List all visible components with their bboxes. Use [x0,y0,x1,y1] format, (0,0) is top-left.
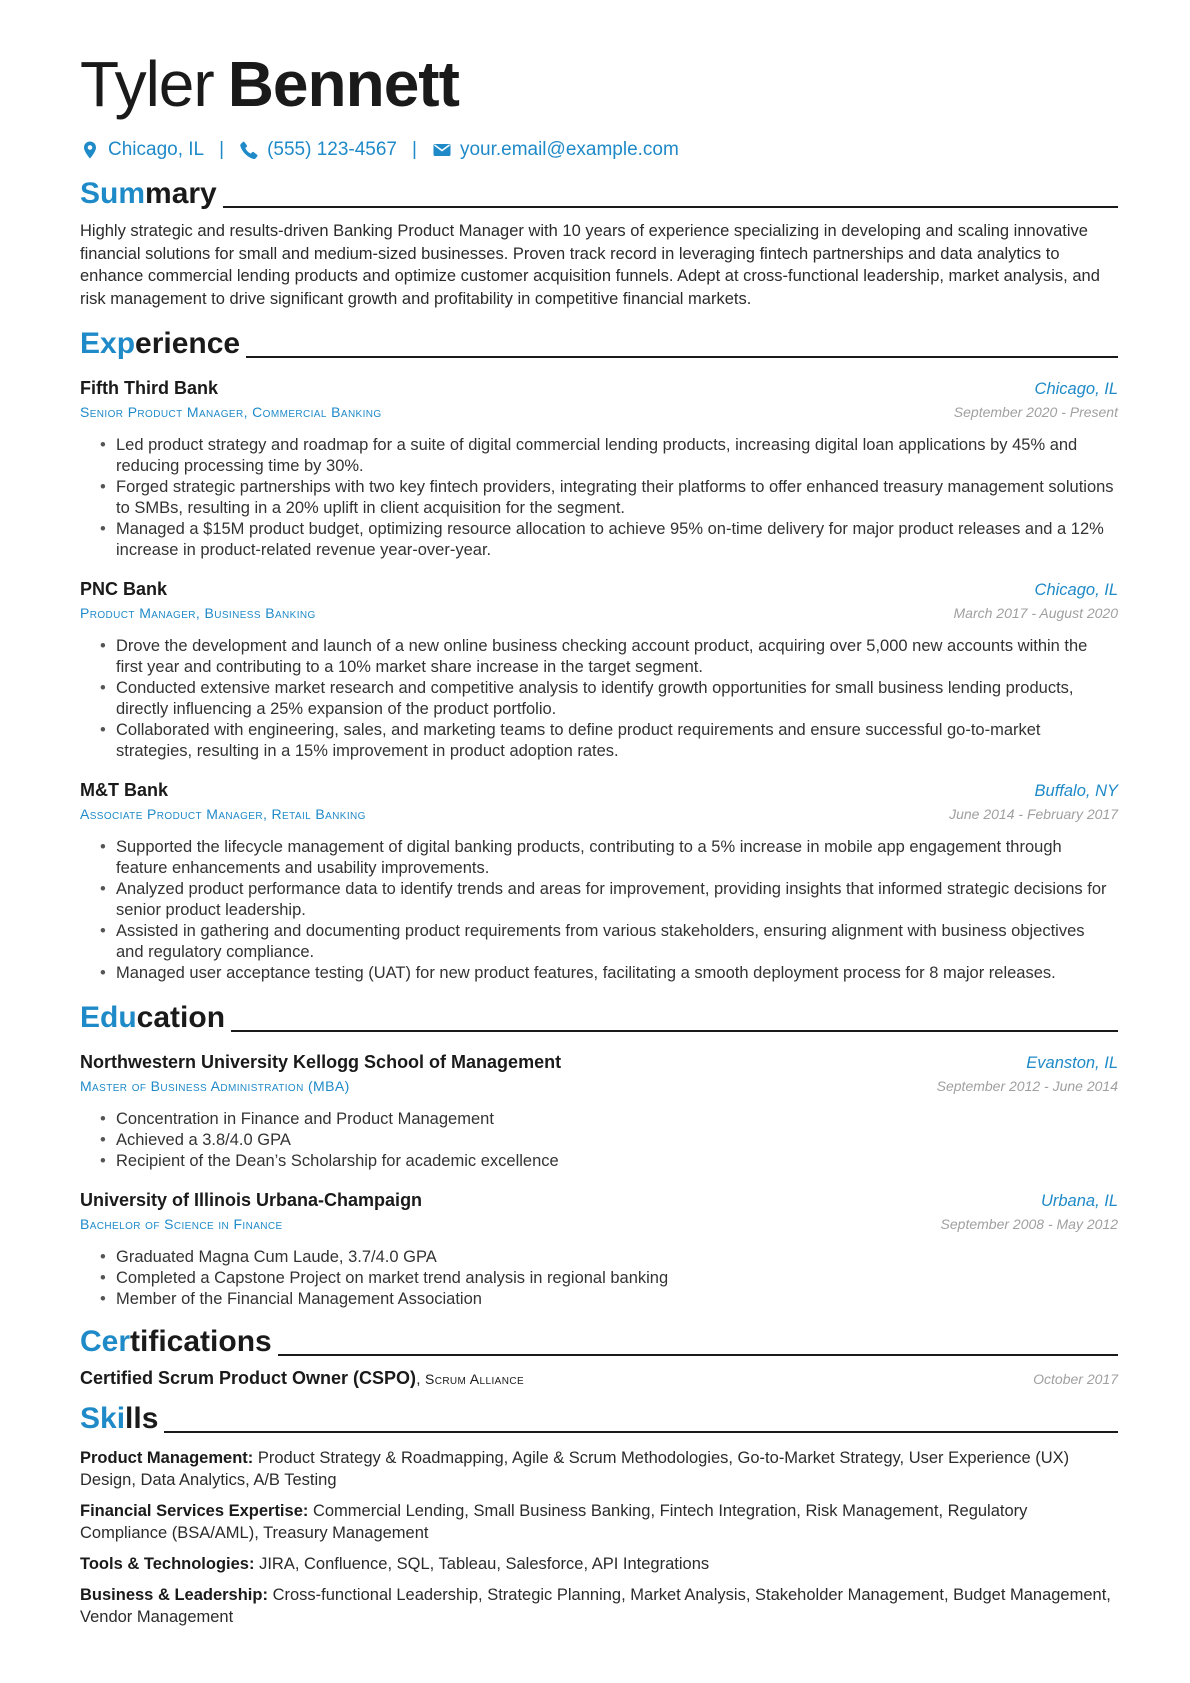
entry-header [80,1188,1118,1213]
certification-name: Certified Scrum Product Owner (CSPO) [80,1368,417,1388]
bullet-item: • Conducted extensive market research and competitive analysis to identify growth opportunities for small business lending products, directly influencing a 25% expansion of the product portfolio. [116,678,1118,720]
contact-separator: | [412,139,417,160]
skill-list-text: Product Strategy & Roadmapping, Agile & Scrum Methodologies, Go-to-Market Strategy, User Experience (UX) Design, Data Analytics, A/B Testing [80,1449,1070,1489]
skill-category: Financial Services Expertise: [80,1502,309,1520]
entry-subheader [80,602,1118,624]
skill-row [80,1553,1118,1575]
section-rule [278,1354,1118,1356]
section-rule [231,1030,1118,1032]
entry-location: Chicago, IL [1034,581,1118,599]
entry-location: Chicago, IL [1034,380,1118,398]
skill-category: Business & Leadership: [80,1586,268,1604]
certification-list [80,1368,1118,1389]
organization-name: University of Illinois Urbana-Champaign [80,1190,423,1210]
organization-name: Fifth Third Bank [80,378,218,398]
section-rule [164,1431,1118,1433]
bullet-item: • Achieved a 3.8/4.0 GPA [116,1130,1118,1151]
certification-entry [80,1368,1118,1389]
bullet-item: • Managed user acceptance testing (UAT) for new product features, facilitating a smooth deployment process for 8 major releases. [116,963,1118,984]
section-title-certifications: Certifications [80,1322,1118,1360]
entry-header [80,577,1118,602]
entry-subheader [80,1075,1118,1097]
entry-dates: March 2017 - August 2020 [953,605,1118,621]
bullet-list [80,1109,1118,1172]
envelope-icon [432,140,452,160]
section-rule [223,206,1118,208]
entry-header [80,778,1118,803]
entry-location: Urbana, IL [1040,1192,1118,1210]
bullet-item: • Recipient of the Dean’s Scholarship for academic excellence [116,1151,1118,1172]
bullet-list [80,636,1118,762]
experience-entry [80,577,1118,762]
skill-row [80,1584,1118,1628]
bullet-item: • Concentration in Finance and Product Management [116,1109,1118,1130]
section-title-experience: Experience [80,324,1118,362]
entry-dates: June 2014 - February 2017 [949,806,1118,822]
bullet-item: • Analyzed product performance data to identify trends and areas for improvement, providing insights that informed strategic decisions for senior product leadership. [116,879,1118,921]
organization-name: PNC Bank [80,579,168,599]
email-link[interactable]: your.email@example.com [459,139,679,160]
entry-role: Master of Business Administration (MBA) [80,1078,350,1094]
entry-role: Bachelor of Science in Finance [80,1216,283,1232]
bullet-item: • Managed a $15M product budget, optimizing resource allocation to achieve 95% on-time delivery for major product releases and a 12% increase in product-related revenue year-over-year. [116,519,1118,561]
skill-list-text: Cross-functional Leadership, Strategic Planning, Market Analysis, Stakeholder Management, Budget Management, Vendor Management [80,1586,1111,1626]
bullet-item: • Completed a Capstone Project on market trend analysis in regional banking [116,1268,1118,1289]
certification-issuer: Scrum Alliance [424,1371,525,1387]
skill-category: Product Management: [80,1449,254,1467]
bullet-item: • Assisted in gathering and documenting product requirements from various stakeholders, ensuring alignment with business objectives and regulatory compliance. [116,921,1118,963]
entry-role: Associate Product Manager, Retail Banking [80,806,366,822]
last-name: Bennett [227,48,459,120]
bullet-item: • Collaborated with engineering, sales, and marketing teams to define product requirements and ensure successful go-to-market strategies, resulting in a 15% improvement in product adoption rates. [116,720,1118,762]
location-text: Chicago, IL [108,139,205,160]
experience-entry [80,376,1118,561]
bullet-list [80,435,1118,561]
phone-text[interactable]: (555) 123-4567 [267,139,397,160]
entry-header [80,376,1118,401]
entry-subheader [80,1213,1118,1235]
skills-list [80,1447,1118,1628]
skill-category: Tools & Technologies: [80,1555,255,1573]
bullet-list [80,1247,1118,1310]
bullet-item: • Member of the Financial Management Association [116,1289,1118,1310]
entry-header [80,1050,1118,1075]
contact-line [80,136,1118,164]
certification-date: October 2017 [1033,1371,1118,1387]
bullet-item: • Supported the lifecycle management of digital banking products, contributing to a 5% increase in mobile app engagement through feature enhancements and usability improvements. [116,837,1118,879]
entry-subheader [80,401,1118,423]
education-entry [80,1050,1118,1172]
bullet-list [80,837,1118,984]
experience-entry [80,778,1118,984]
contact-separator: | [219,139,225,160]
entry-subheader [80,803,1118,825]
first-name: Tyler [80,48,214,120]
organization-name: Northwestern University Kellogg School of Management [80,1052,562,1072]
skill-list-text: Commercial Lending, Small Business Banking, Fintech Integration, Risk Management, Regulatory Compliance (BSA/AML), Treasury Management [80,1502,1028,1542]
skill-row [80,1447,1118,1491]
bullet-item: • Graduated Magna Cum Laude, 3.7/4.0 GPA [116,1247,1118,1268]
section-title-education: Education [80,998,1118,1036]
section-rule [246,356,1118,358]
entry-role: Product Manager, Business Banking [80,605,316,621]
bullet-item: • Drove the development and launch of a new online business checking account product, acquiring over 5,000 new accounts within the first year and contributing to a 10% market share increase in the target segment. [116,636,1118,678]
entry-dates: September 2012 - June 2014 [936,1078,1118,1094]
entry-location: Buffalo, NY [1034,782,1118,800]
bullet-item: • Forged strategic partnerships with two key fintech providers, integrating their platforms to offer enhanced treasury management solutions to SMBs, resulting in a 20% uplift in client acquisition for the segment. [116,477,1118,519]
organization-name: M&T Bank [80,780,169,800]
section-title-summary: Summary [80,174,1118,212]
skill-row [80,1500,1118,1544]
map-pin-icon [80,140,100,160]
resume-page [80,0,1118,1628]
bullet-item: • Led product strategy and roadmap for a suite of digital commercial lending products, increasing digital loan applications by 45% and reducing processing time by 30%. [116,435,1118,477]
certification-comma: , [416,1371,425,1388]
entry-dates: September 2008 - May 2012 [940,1216,1118,1232]
phone-icon [239,140,259,160]
education-list [80,1050,1118,1310]
certification-title [80,1368,524,1389]
candidate-name [80,38,1118,130]
section-title-skills: Skills [80,1399,1118,1437]
experience-list [80,376,1118,984]
entry-role: Senior Product Manager, Commercial Banking [80,404,382,420]
entry-dates: September 2020 - Present [953,404,1118,420]
summary-text: Highly strategic and results-driven Banking Product Manager with 10 years of experience specializing in developing and scaling innovative financial solutions for small and medium-sized businesses. Proven track record in leveraging fintech partnerships and data analytics to enhance commercial lending products and optimize customer acquisition funnels. Adept at cross-functional leadership, market analysis, and risk management to drive significant growth and profitability in competitive financial markets. [80,222,1100,308]
skill-list-text: JIRA, Confluence, SQL, Tableau, Salesforce, API Integrations [259,1555,710,1573]
education-entry [80,1188,1118,1310]
entry-location: Evanston, IL [1026,1054,1118,1072]
